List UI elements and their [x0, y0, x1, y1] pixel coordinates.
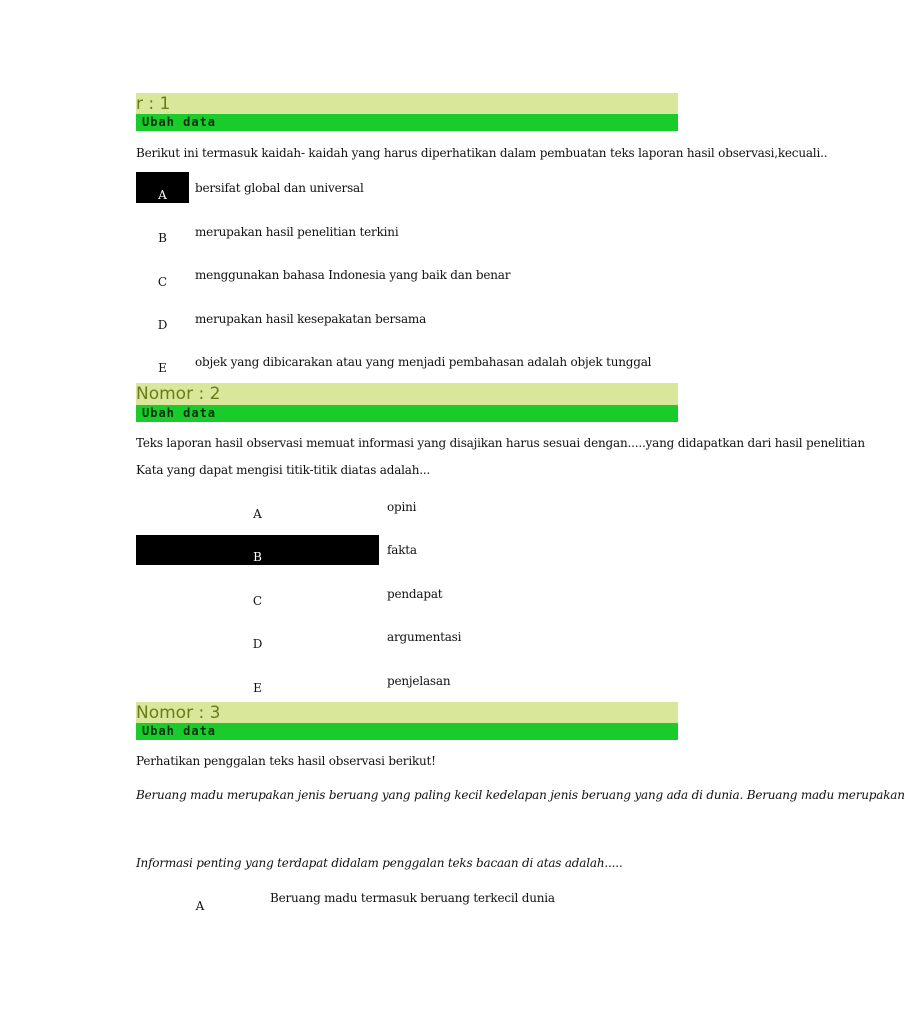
edit-data-button-2[interactable]: Ubah data: [136, 405, 678, 422]
option-text[interactable]: argumentasi: [387, 630, 462, 644]
question-2-text: Teks laporan hasil observasi memuat informasi yang disajikan harus sesuai dengan.....yang didapatkan dari hasil penelitian: [136, 436, 865, 450]
option-text[interactable]: pendapat: [387, 587, 443, 601]
question-1-header: [136, 93, 678, 115]
option-letter[interactable]: D: [252, 637, 263, 651]
option-text[interactable]: menggunakan bahasa Indonesia yang baik dan benar: [195, 268, 511, 282]
option-text[interactable]: fakta: [387, 543, 417, 557]
option-text[interactable]: bersifat global dan universal: [195, 181, 364, 195]
question-number: Nomor : 3: [136, 703, 221, 723]
edit-data-button-3[interactable]: Ubah data: [136, 723, 678, 740]
option-text[interactable]: merupakan hasil kesepakatan bersama: [195, 312, 427, 326]
option-letter[interactable]: C: [252, 594, 263, 608]
edit-data-button-1[interactable]: Ubah data: [136, 114, 678, 131]
question-3-header: [136, 702, 678, 724]
question-3-text: Informasi penting yang terdapat didalam penggalan teks bacaan di atas adalah.....: [136, 856, 623, 870]
option-letter[interactable]: A: [253, 507, 262, 521]
question-3-passage: Beruang madu merupakan jenis beruang yang paling kecil kedelapan jenis beruang yang ada di dunia. Beruang madu merupakan: [136, 788, 905, 802]
option-text[interactable]: opini: [387, 500, 417, 514]
option-letter: B: [136, 550, 379, 564]
question-1-text: Berikut ini termasuk kaidah- kaidah yang harus diperhatikan dalam pembuatan teks laporan hasil observasi,kecuali..: [136, 146, 828, 160]
option-text[interactable]: merupakan hasil penelitian terkini: [195, 225, 399, 239]
option-letter[interactable]: C: [157, 275, 168, 289]
option-letter[interactable]: E: [253, 681, 262, 695]
option-letter[interactable]: E: [158, 361, 167, 375]
option-letter[interactable]: A: [195, 899, 205, 913]
question-number: Nomor : 2: [136, 384, 221, 404]
option-letter: A: [136, 188, 189, 202]
option-letter[interactable]: B: [158, 231, 167, 245]
question-3-intro: Perhatikan penggalan teks hasil observasi berikut!: [136, 754, 436, 768]
option-letter[interactable]: D: [157, 318, 168, 332]
question-2-prompt: Kata yang dapat mengisi titik-titik diatas adalah...: [136, 463, 431, 477]
question-number: r : 1: [136, 94, 171, 114]
option-text[interactable]: penjelasan: [387, 674, 451, 688]
question-2-header: [136, 383, 678, 405]
option-text[interactable]: Beruang madu termasuk beruang terkecil dunia: [270, 891, 555, 905]
option-text[interactable]: objek yang dibicarakan atau yang menjadi pembahasan adalah objek tunggal: [195, 355, 652, 369]
